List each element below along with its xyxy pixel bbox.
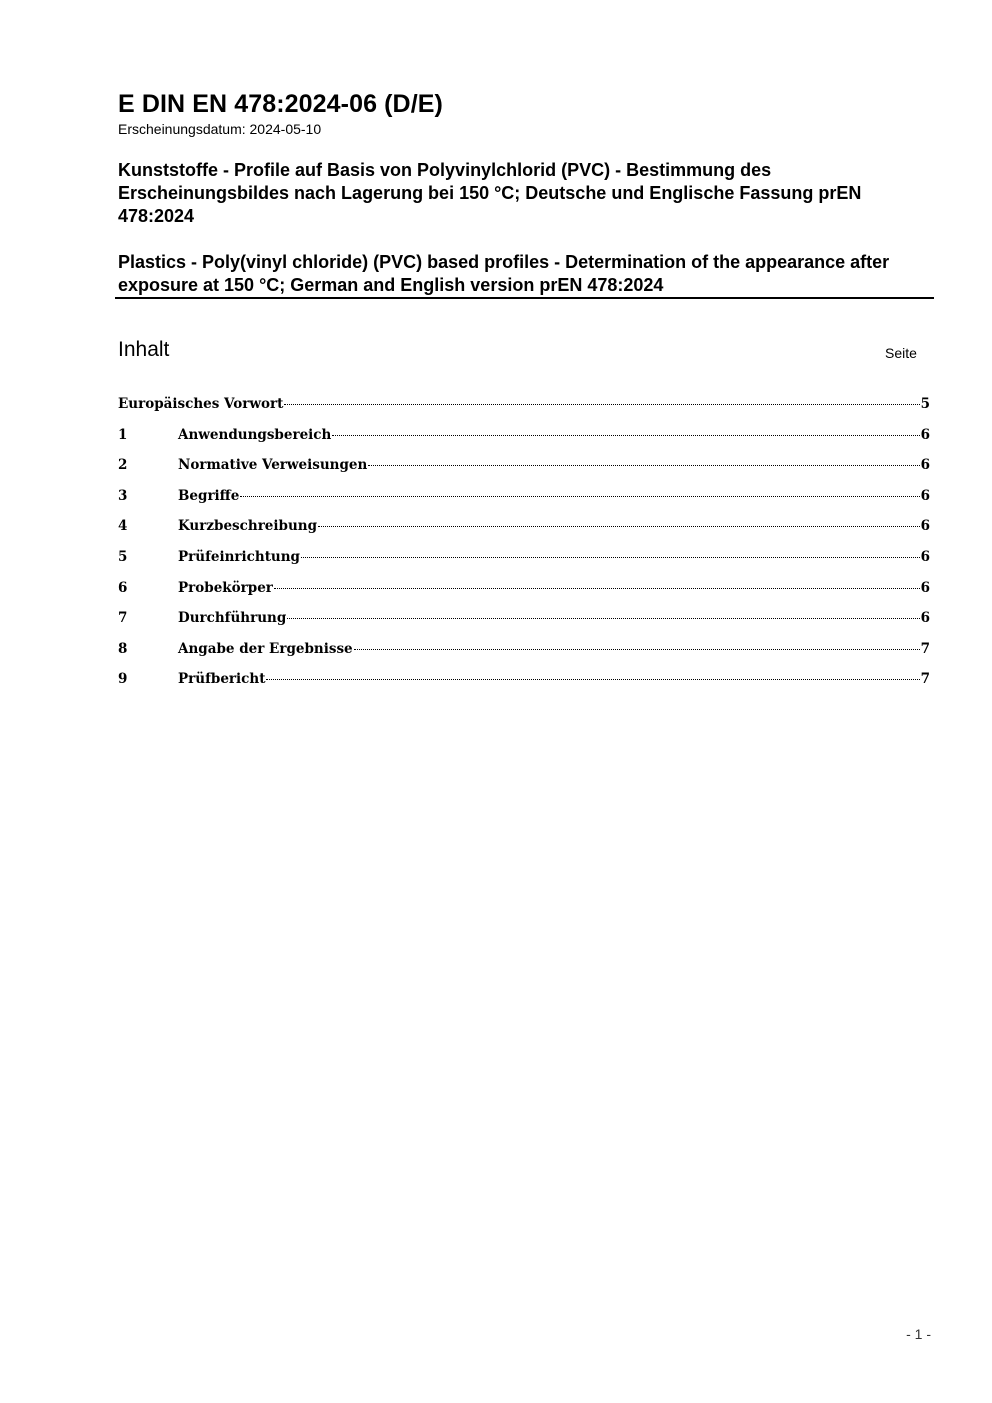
toc-entry-page: 6 (920, 610, 930, 627)
toc-entry-2[interactable] (118, 454, 930, 485)
publication-date: Erscheinungsdatum: 2024-05-10 (118, 121, 322, 137)
toc-entry-label: Durchführung (178, 610, 287, 627)
toc-entry-foreword[interactable] (118, 393, 930, 424)
toc-entry-number: 9 (118, 671, 128, 688)
table-of-contents (118, 393, 930, 699)
toc-dot-leader (318, 526, 920, 527)
toc-dot-leader (287, 618, 919, 619)
title-english: Plastics - Poly(vinyl chloride) (PVC) based profiles - Determination of the appearance after exposure at 150 °C; German and English version prEN 478:2024 (118, 252, 890, 295)
toc-entry-5[interactable] (118, 546, 930, 577)
toc-entry-label: Normative Verweisungen (178, 457, 368, 474)
title-divider (115, 297, 934, 299)
toc-entry-label: Probekörper (178, 579, 273, 596)
toc-entry-number: 1 (118, 426, 128, 443)
toc-entry-page: 6 (920, 457, 930, 474)
page-number: - 1 - (906, 1326, 931, 1342)
toc-entry-3[interactable] (118, 485, 930, 516)
toc-entry-7[interactable] (118, 607, 930, 638)
toc-entry-number: 7 (118, 610, 128, 627)
toc-entry-label: Kurzbeschreibung (178, 518, 318, 535)
toc-heading: Inhalt (118, 338, 170, 361)
toc-dot-leader (240, 496, 919, 497)
toc-entry-label: Prüfeinrichtung (178, 548, 301, 565)
toc-entry-page: 7 (920, 671, 930, 688)
toc-entry-9[interactable] (118, 668, 930, 699)
toc-entry-label: Anwendungsbereich (178, 426, 332, 443)
title-german: Kunststoffe - Profile auf Basis von Polyvinylchlorid (PVC) - Bestimmung des Erscheinungsbildes nach Lagerung bei 150 °C; Deutsche und Englische Fassung prEN 478:2024 (118, 160, 862, 226)
toc-entry-label: Begriffe (178, 487, 240, 504)
toc-entry-1[interactable] (118, 424, 930, 455)
toc-entry-4[interactable] (118, 515, 930, 546)
toc-entry-page: 6 (920, 579, 930, 596)
toc-entry-page: 6 (920, 518, 930, 535)
toc-entry-page: 6 (920, 426, 930, 443)
toc-entry-label: Angabe der Ergebnisse (178, 640, 353, 657)
toc-dot-leader (354, 649, 920, 650)
toc-dot-leader (301, 557, 920, 558)
toc-entry-label: Europäisches Vorwort (118, 396, 284, 412)
toc-entry-page: 5 (920, 396, 930, 412)
toc-entry-number: 2 (118, 457, 128, 474)
toc-entry-number: 3 (118, 487, 128, 504)
toc-entry-6[interactable] (118, 577, 930, 608)
toc-entry-page: 6 (920, 548, 930, 565)
toc-entry-page: 7 (920, 640, 930, 657)
toc-entry-8[interactable] (118, 638, 930, 669)
toc-entry-label: Prüfbericht (178, 671, 266, 688)
toc-entry-number: 6 (118, 579, 128, 596)
toc-dot-leader (368, 465, 919, 466)
toc-entry-number: 4 (118, 518, 128, 535)
toc-dot-leader (266, 679, 919, 680)
toc-entry-page: 6 (920, 487, 930, 504)
toc-dot-leader (284, 404, 919, 405)
toc-page-column-label: Seite (885, 345, 917, 361)
document-identifier: E DIN EN 478:2024-06 (D/E) (118, 90, 443, 118)
toc-entry-number: 8 (118, 640, 128, 657)
toc-dot-leader (274, 588, 920, 589)
toc-entry-number: 5 (118, 548, 128, 565)
toc-dot-leader (332, 435, 919, 436)
